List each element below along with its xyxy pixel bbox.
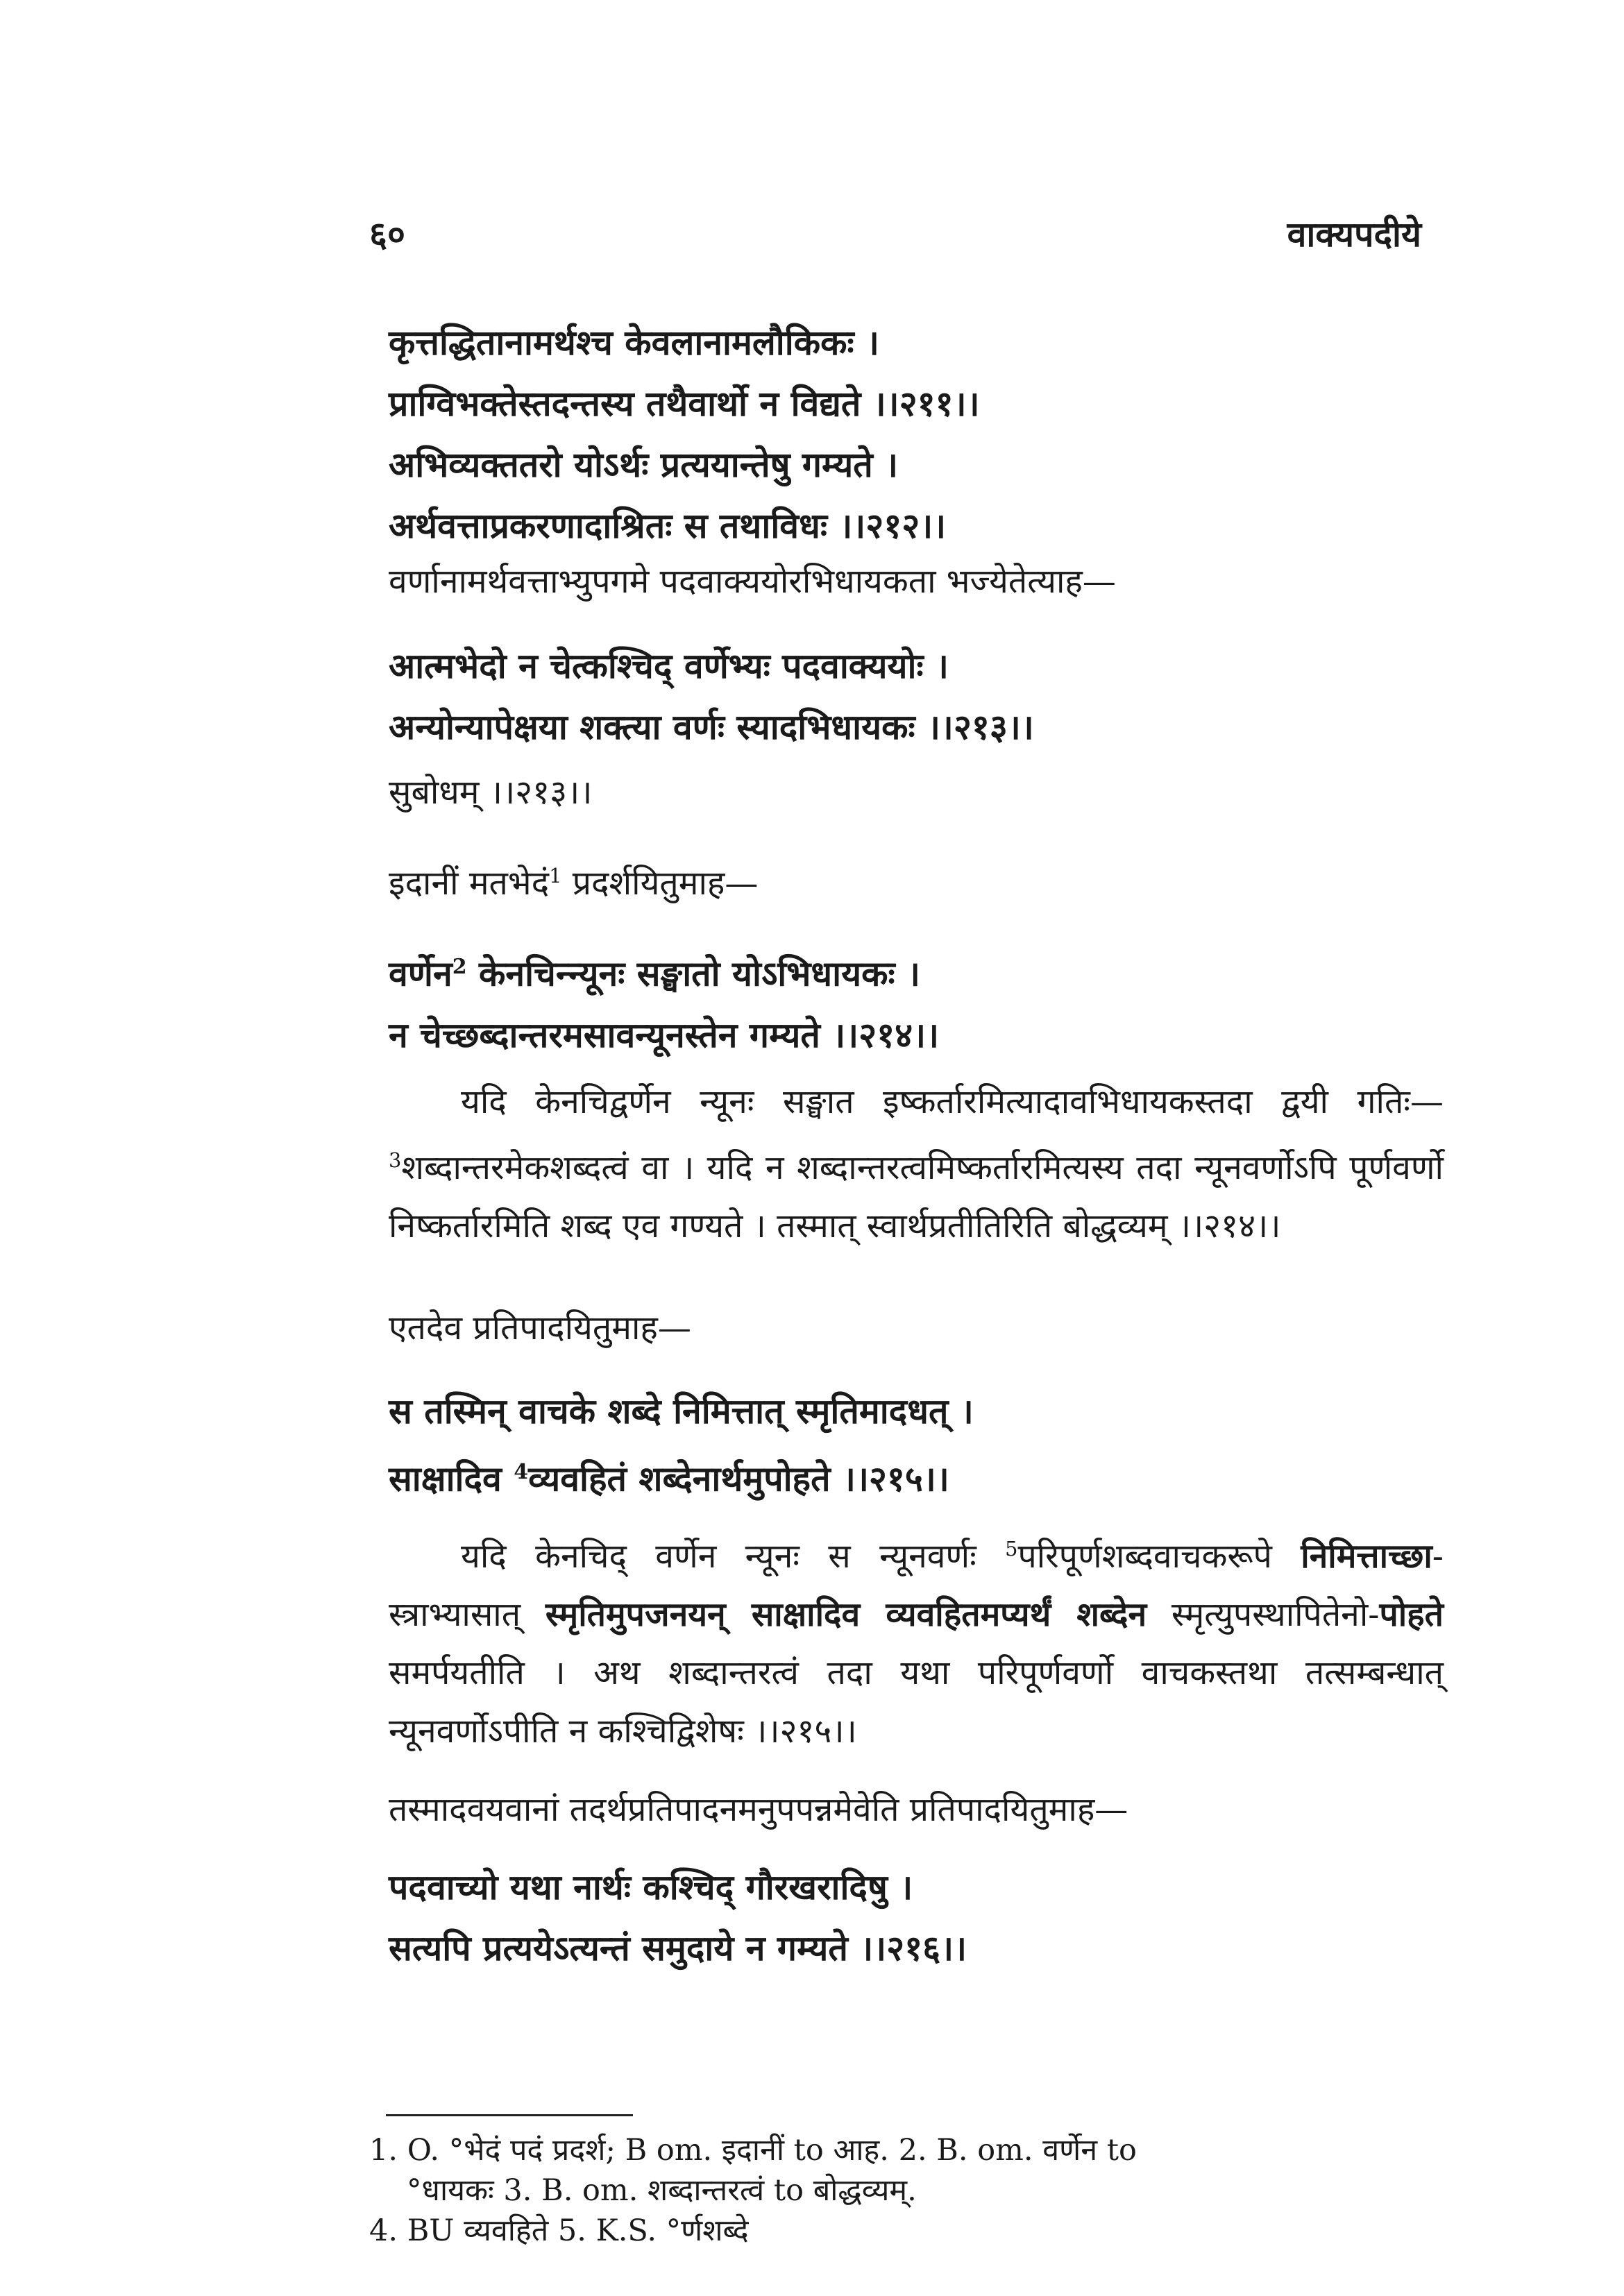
commentary-text: समर्पयतीति । अथ शब्दान्तरत्वं तदा यथा परिपूर्णवर्णो वाचकस्तथा तत्सम्बन्धात् न्यूनवर्णोऽपीति न कश्चिद्विशेषः ।।२१५।। — [389, 1653, 1444, 1751]
intro-213: वर्णानामर्थवत्ताभ्युपगमे पदवाक्ययोरभिधायकता भज्येतेत्याह— — [389, 562, 1116, 601]
verse-line — [389, 1442, 1444, 1510]
intro-214 — [389, 855, 1444, 904]
commentary-paragraph — [389, 1073, 1444, 1255]
footnote-ref: 2 — [452, 955, 467, 979]
verse-line: न चेच्छब्दान्तरमसावन्यूनस्तेन गम्यते ।।२१४।। — [389, 1014, 940, 1055]
running-head: वाक्यपदीये — [1287, 214, 1421, 255]
commentary-text: स्मृत्युपस्थापितेनो- — [1147, 1595, 1380, 1634]
commentary-214 — [389, 1073, 1444, 1255]
commentary-text: शब्दान्तरमेकशब्दत्वं वा । यदि न शब्दान्तरत्वमिष्कर्तारमित्यस्य तदा न्यूनवर्णोऽपि पूर्णवर्णो निष्कर्तारमिति शब्द एव गण्यते । तस्मात् स्वार्थप्रतीतिरिति बोद्धव्यम् ।।२१४।। — [389, 1148, 1444, 1245]
verse-line: अभिव्यक्ततरो योऽर्थः प्रत्ययान्तेषु गम्यते । — [389, 444, 899, 485]
footnote-line: 1. O. °भेदं पदं प्रदर्श; B om. इदानीं to आह. 2. B. om. वर्णेन to — [369, 2133, 1137, 2168]
verse-text: वर्णेन — [389, 953, 452, 994]
verse-line: अन्योन्यापेक्षया शक्त्या वर्णः स्यादभिधायकः ।।२१३।। — [389, 706, 1034, 747]
verse-214 — [389, 937, 1444, 1066]
footnote-ref: 3 — [389, 1148, 402, 1172]
footnote-rule — [386, 2114, 633, 2116]
verse-215 — [389, 1381, 1444, 1510]
intro-text: प्रदर्शयितुमाह— — [561, 864, 759, 903]
footnote-line: °धायकः 3. B. om. शब्दान्तरत्वं to बोद्धव्यम्. — [407, 2173, 917, 2208]
verse-line: अर्थवत्ताप्रकरणादाश्रितः स तथाविधः ।।२१२।। — [389, 505, 947, 546]
commentary-text: परिपूर्णशब्दवाचकरूपे — [1017, 1537, 1301, 1576]
commentary-215 — [389, 1520, 1444, 1760]
verse-213 — [389, 636, 1444, 758]
commentary-text: यदि केनचिद् वर्णेन न्यूनः स न्यूनवर्णः — [461, 1537, 1006, 1576]
footnotes — [369, 2130, 1452, 2251]
footnote-ref: 1 — [549, 864, 562, 887]
commentary-emphasis: स्मृतिमुपजनयन् साक्षादिव व्यवहितमप्यर्थं शब्देन — [545, 1595, 1147, 1634]
verse-line: कृत्तद्धितानामर्थश्च केवलानामलौकिकः । — [389, 322, 879, 363]
verse-line: पदवाच्यो यथा नार्थः कश्चिद् गौरखरादिषु । — [389, 1866, 913, 1907]
verse-text: साक्षादिव — [389, 1458, 514, 1499]
verse-216 — [389, 1857, 1444, 1979]
commentary-213: सुबोधम् ।।२१३।। — [389, 773, 593, 812]
verse-line: प्राग्विभक्तेस्तदन्तस्य तथैवार्थो न विद्यते ।।२११।। — [389, 383, 980, 424]
intro-text: इदानीं मतभेदं — [389, 864, 550, 903]
intro-215: एतदेव प्रतिपादयितुमाह— — [389, 1309, 691, 1347]
verse-line — [389, 937, 1444, 1005]
commentary-paragraph — [389, 1520, 1444, 1760]
footnote-line: 4. BU व्यवहिते 5. K.S. °र्णशब्दे — [369, 2213, 749, 2248]
verse-text: केनचिन्न्यूनः सङ्घातो योऽभिधायकः । — [466, 953, 920, 994]
commentary-text: यदि केनचिद्वर्णेन न्यूनः सङ्घात इष्कर्तारमित्यादावभिधायकस्तदा द्वयी गतिः— — [461, 1082, 1444, 1121]
commentary-text: -स्त्राभ्यासात् — [389, 1537, 1444, 1634]
footnote-ref: 5 — [1005, 1537, 1018, 1561]
verse-text: व्यवहितं शब्देनार्थमुपोहते ।।२१५।। — [528, 1458, 949, 1499]
verse-line: आत्मभेदो न चेत्कश्चिद् वर्णेभ्यः पदवाक्ययोः । — [389, 645, 949, 686]
verse-211-212 — [389, 312, 1444, 556]
verse-line: स तस्मिन् वाचके शब्दे निमित्तात् स्मृतिमादधत् । — [389, 1391, 974, 1431]
intro-216: तस्मादवयवानां तदर्थप्रतिपादनमनुपपन्नमेवेति प्रतिपादयितुमाह— — [389, 1790, 1128, 1829]
page-number: ६० — [369, 214, 405, 255]
verse-line: सत्यपि प्रत्ययेऽत्यन्तं समुदाये न गम्यते ।।२१६।। — [389, 1928, 967, 1968]
commentary-emphasis: पोहते — [1379, 1595, 1444, 1634]
footnote-ref: 4 — [514, 1460, 529, 1484]
commentary-emphasis: निमित्ताच्छा — [1301, 1537, 1432, 1576]
